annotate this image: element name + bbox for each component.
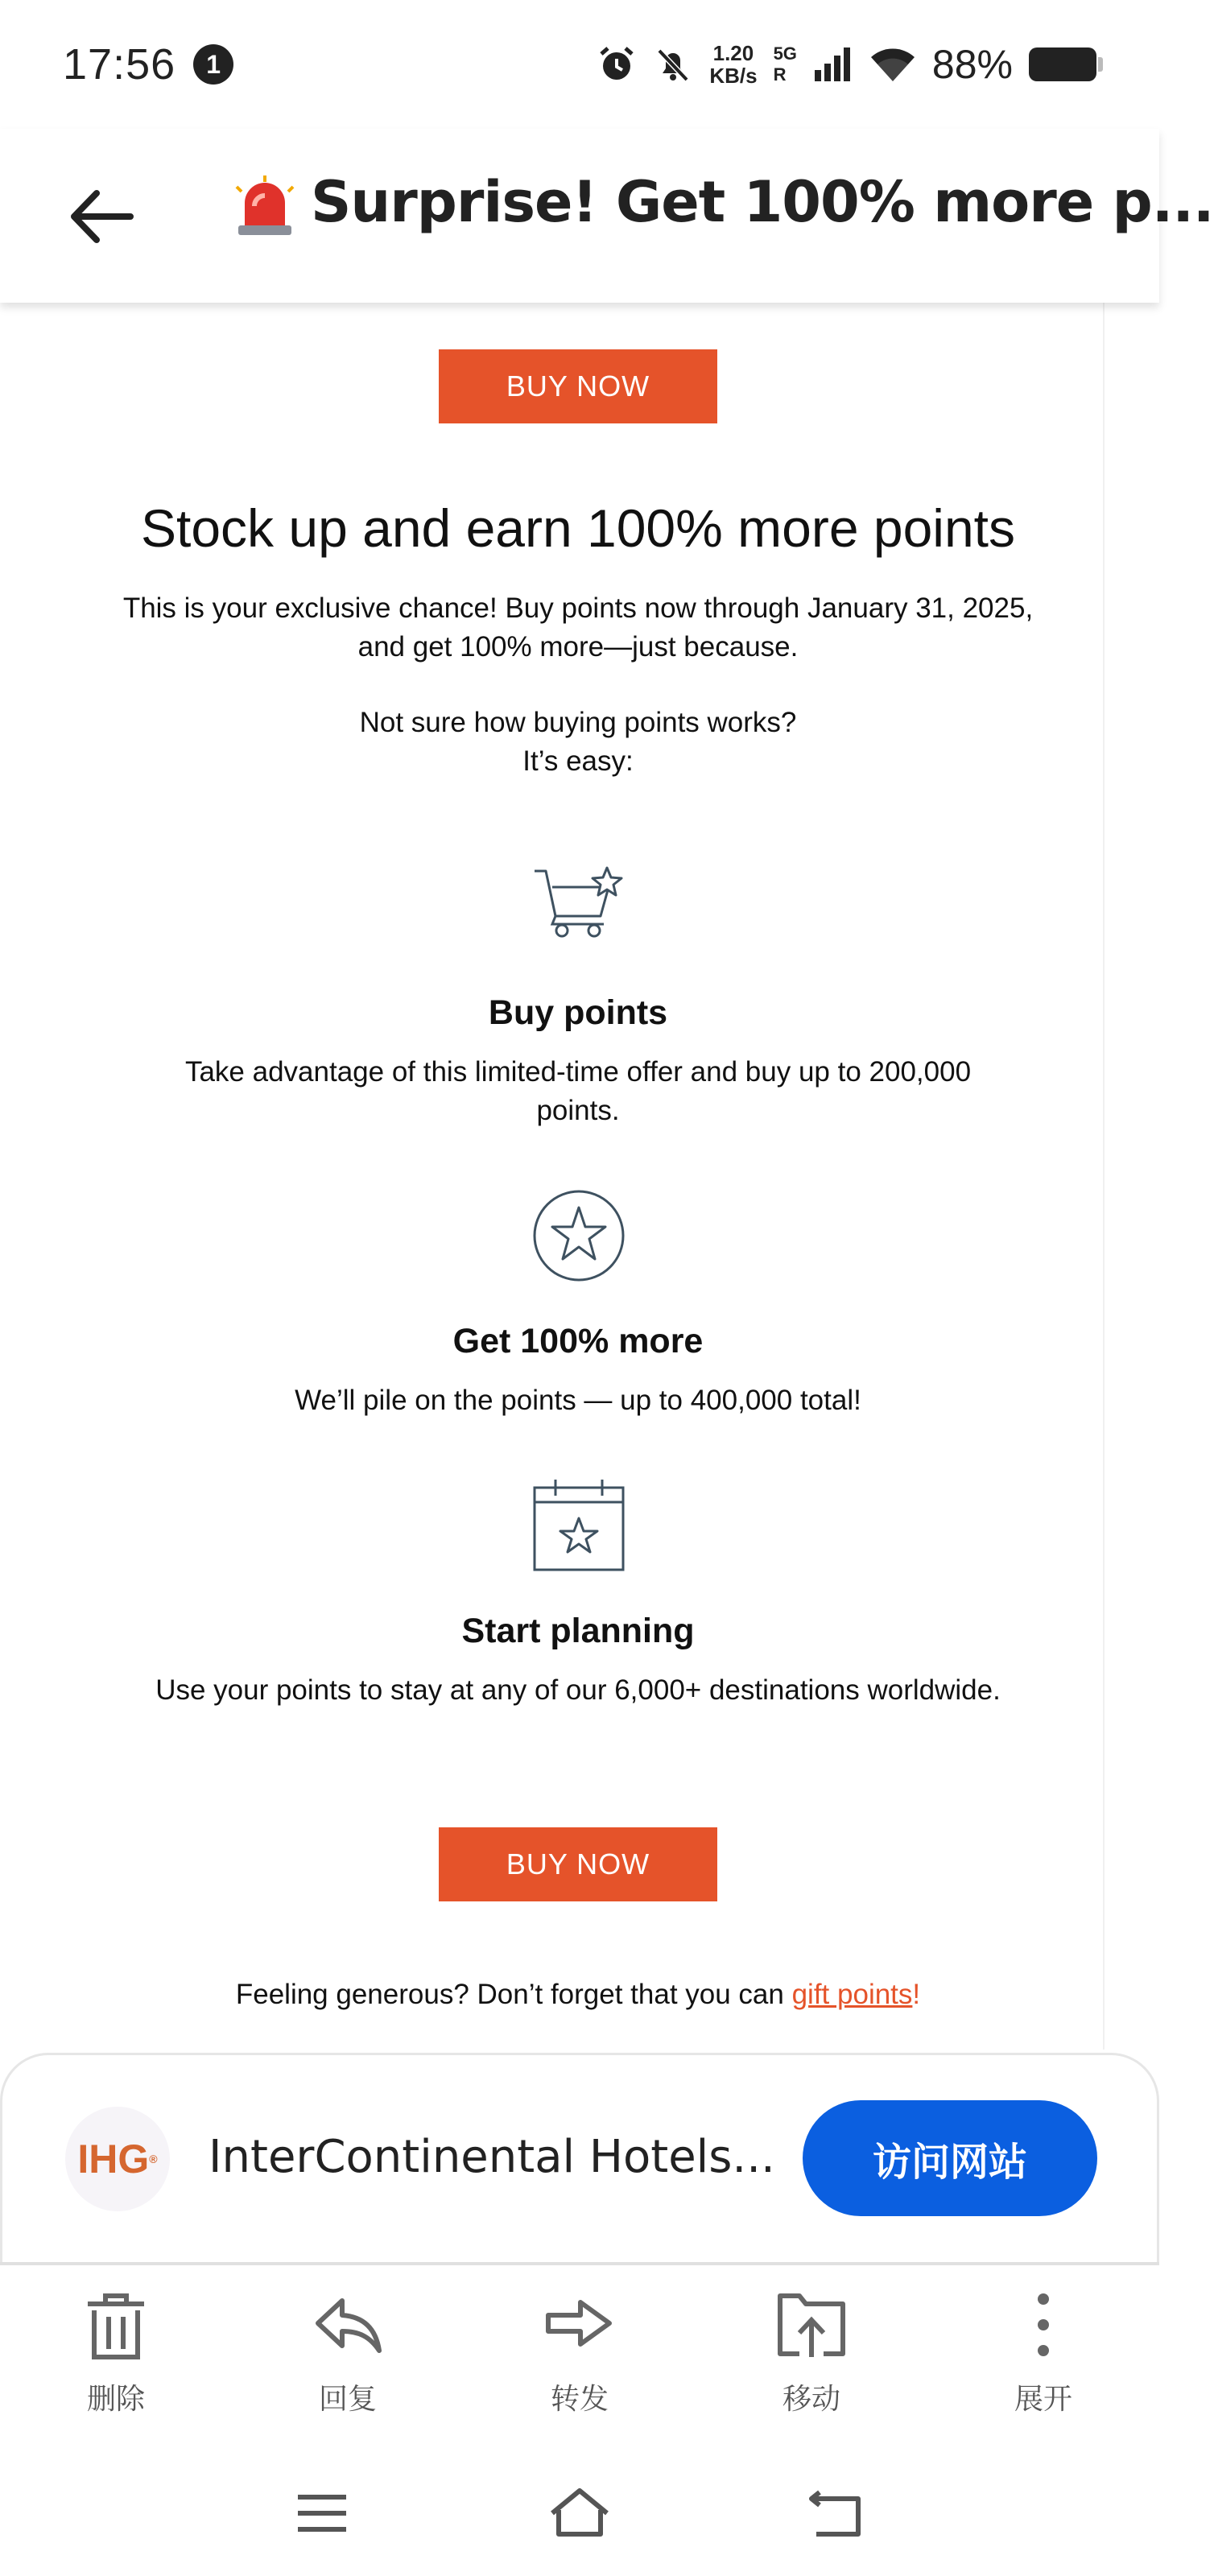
move-label: 移动 bbox=[782, 2383, 840, 2416]
how-it-works-line1: Not sure how buying points works? bbox=[359, 707, 797, 738]
net-speed-value: 1.20 bbox=[712, 41, 754, 65]
email-subject-text: Surprise! Get 100% more p... bbox=[311, 169, 1214, 235]
alarm-icon bbox=[597, 44, 637, 85]
forward-arrow-icon bbox=[543, 2289, 616, 2362]
email-header bbox=[0, 129, 1214, 303]
star-circle-icon bbox=[531, 1188, 626, 1283]
more-label: 展开 bbox=[1014, 2383, 1072, 2416]
status-time: 17:56 bbox=[63, 40, 176, 89]
battery-percent: 88% bbox=[931, 42, 1013, 87]
wifi-icon bbox=[869, 46, 916, 83]
buy-now-button-bottom[interactable]: BUY NOW bbox=[439, 1827, 717, 1901]
system-nav-bar bbox=[0, 2447, 1159, 2576]
feature-desc-buy-points: Take advantage of this limited-time offer and buy up to 200,000 points. bbox=[184, 1056, 972, 1126]
network-type bbox=[774, 43, 797, 85]
move-button[interactable] bbox=[731, 2289, 892, 2417]
ihg-logo-text: IHG bbox=[77, 2136, 150, 2182]
reply-button[interactable] bbox=[267, 2289, 428, 2417]
action-toolbar bbox=[0, 2262, 1159, 2447]
notification-count-badge: 1 bbox=[193, 44, 233, 85]
signal-icon bbox=[813, 46, 853, 83]
email-subject bbox=[233, 169, 1214, 238]
more-vertical-icon bbox=[1007, 2289, 1080, 2362]
home-icon[interactable] bbox=[547, 2481, 612, 2545]
net-speed bbox=[709, 42, 757, 87]
menu-icon[interactable] bbox=[290, 2481, 354, 2545]
gift-points-footnote bbox=[0, 1979, 1156, 2011]
siren-icon bbox=[233, 174, 296, 238]
roaming-label: R bbox=[773, 64, 787, 85]
forward-button[interactable] bbox=[499, 2289, 660, 2417]
reply-label: 回复 bbox=[318, 2383, 377, 2416]
calendar-star-icon bbox=[531, 1478, 626, 1573]
feature-desc-get-more: We’ll pile on the points — up to 400,000 total! bbox=[295, 1385, 861, 1416]
cart-star-icon bbox=[531, 860, 626, 955]
status-bar bbox=[0, 0, 1159, 129]
battery-icon bbox=[1029, 47, 1096, 81]
buy-now-button-top[interactable]: BUY NOW bbox=[439, 349, 717, 423]
back-nav-icon[interactable] bbox=[805, 2481, 869, 2545]
feature-title-get-more: Get 100% more bbox=[452, 1322, 704, 1360]
network-label: 5G bbox=[773, 43, 797, 64]
more-button[interactable] bbox=[963, 2289, 1124, 2417]
sender-card bbox=[0, 2053, 1159, 2262]
email-body bbox=[0, 303, 1105, 2050]
intro-text: This is your exclusive chance! Buy points now through January 31, 2025, and get 100% more—just because. bbox=[122, 592, 1034, 663]
ihg-logo: IHG ® bbox=[65, 2107, 170, 2211]
feature-desc-start-planning: Use your points to stay at any of our 6,000+ destinations worldwide. bbox=[155, 1674, 1001, 1706]
delete-label: 删除 bbox=[86, 2383, 145, 2416]
mute-bell-icon bbox=[653, 44, 693, 85]
gift-points-link[interactable]: gift points bbox=[791, 1979, 913, 2010]
net-speed-unit: KB/s bbox=[709, 64, 758, 88]
back-arrow-icon[interactable] bbox=[64, 180, 137, 253]
move-folder-icon bbox=[775, 2289, 848, 2362]
trash-icon bbox=[80, 2289, 152, 2362]
feature-title-buy-points: Buy points bbox=[488, 993, 668, 1032]
forward-label: 转发 bbox=[550, 2383, 609, 2416]
reply-icon bbox=[312, 2289, 384, 2362]
footnote-end: ! bbox=[912, 1979, 921, 2010]
sender-name: InterContinental Hotels... bbox=[209, 2131, 775, 2183]
how-it-works-line2: It’s easy: bbox=[522, 745, 634, 777]
feature-title-start-planning: Start planning bbox=[461, 1612, 695, 1650]
visit-website-button[interactable]: 访问网站 bbox=[803, 2100, 1097, 2216]
email-headline: Stock up and earn 100% more points bbox=[140, 498, 1015, 558]
delete-button[interactable] bbox=[35, 2289, 196, 2417]
footnote-text: Feeling generous? Don’t forget that you can bbox=[235, 1979, 792, 2010]
